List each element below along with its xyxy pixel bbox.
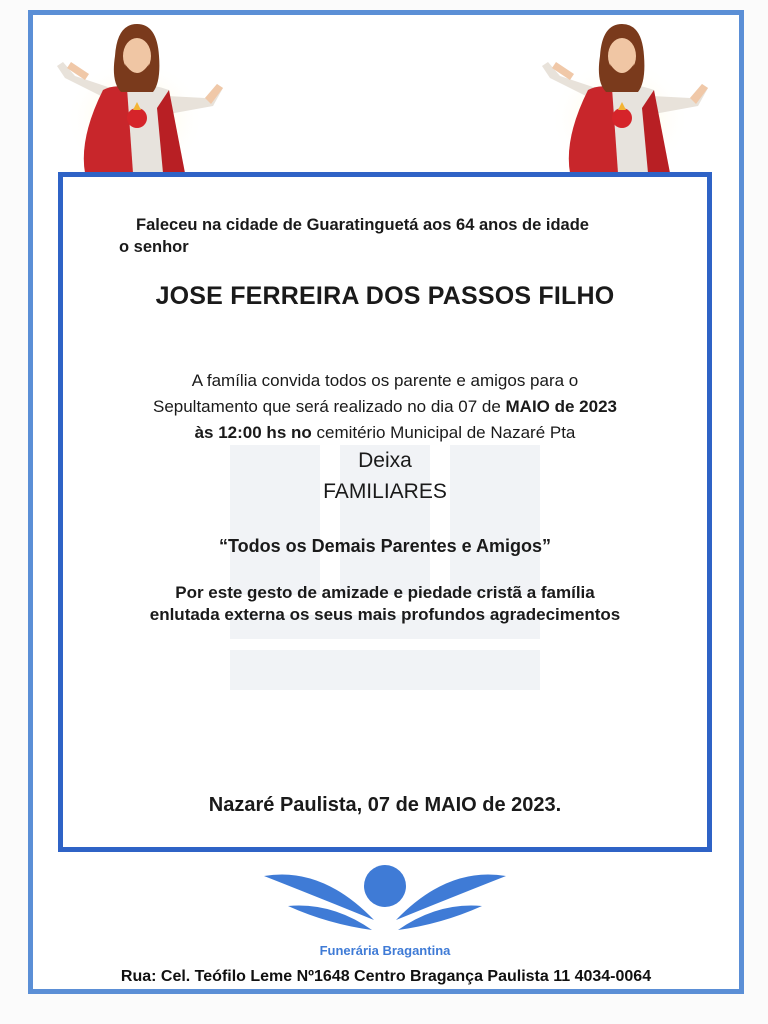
leaves-label: Deixa xyxy=(358,449,412,472)
sacred-heart-jesus-icon xyxy=(45,18,225,173)
invite-line-2 xyxy=(60,394,710,420)
quote: “Todos os Demais Parentes e Amigos” xyxy=(218,536,552,556)
burial-place: cemitério Municipal de Nazaré Pta xyxy=(311,423,576,442)
company-name: Funerária Bragantina xyxy=(319,943,451,958)
leaves-value: FAMILIARES xyxy=(323,480,447,503)
invite-line-1: A família convida todos os parente e amigos para o xyxy=(191,371,579,390)
burial-date: MAIO de 2023 xyxy=(505,397,618,416)
invite-line-2-text: Sepultamento que será realizado no dia 07 de xyxy=(152,397,506,416)
burial-time: às 12:00 hs no xyxy=(194,423,312,442)
intro-line-1: Faleceu na cidade de Guaratinguetá aos 64 anos de idade xyxy=(136,216,589,234)
funeraria-bragantina-logo-icon xyxy=(262,862,508,940)
thanks-line-1: Por este gesto de amizade e piedade cristã a família xyxy=(175,583,595,602)
place-date: Nazaré Paulista, 07 de MAIO de 2023. xyxy=(208,794,562,816)
intro-line-2: o senhor xyxy=(119,238,189,256)
thanks-line-2: enlutada externa os seus mais profundos agradecimentos xyxy=(149,605,621,624)
company-address: Rua: Cel. Teófilo Leme Nº1648 Centro Bragança Paulista 11 4034-0064 xyxy=(120,968,652,985)
deceased-name: JOSE FERREIRA DOS PASSOS FILHO xyxy=(155,282,615,310)
sacred-heart-jesus-icon xyxy=(530,18,710,173)
invite-line-3 xyxy=(60,420,710,446)
